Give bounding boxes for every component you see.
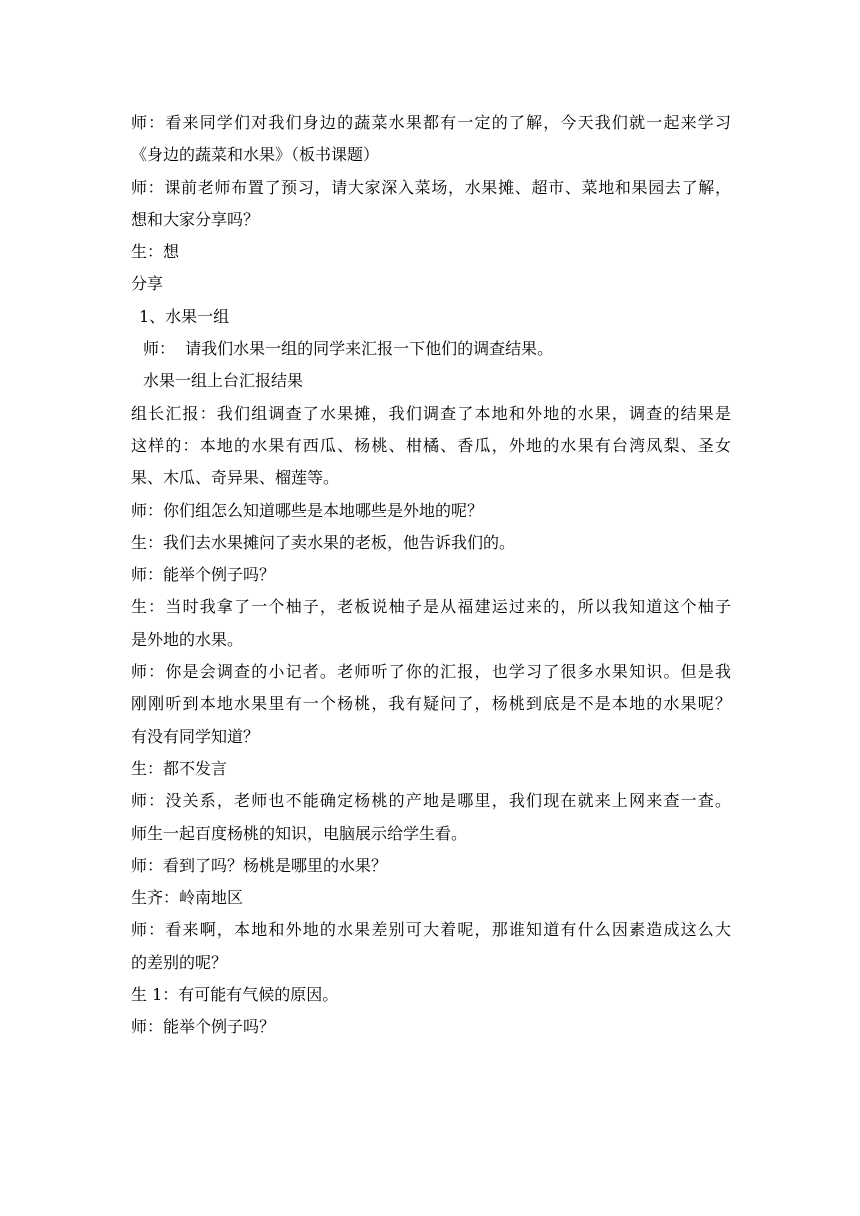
text-line: 生：我们去水果摊问了卖水果的老板，他告诉我们的。 xyxy=(131,532,516,552)
text-line: 有没有同学知道？ xyxy=(131,726,260,746)
text-line: 师：没关系，老师也不能确定杨桃的产地是哪里，我们现在就来上网来查一查。 xyxy=(131,791,731,811)
text-line: 想和大家分享吗？ xyxy=(131,209,260,229)
text-line: 师：能举个例子吗？ xyxy=(131,1017,276,1037)
section-heading: 分享 xyxy=(131,274,164,294)
text-line: 的差别的呢？ xyxy=(131,952,228,972)
text-line: 刚刚听到本地水果里有一个杨桃，我有疑问了，杨桃到底是不是本地的水果呢？ xyxy=(131,694,731,714)
text-line: 师：你们组怎么知道哪些是本地哪些是外地的呢？ xyxy=(131,500,484,520)
text-line: 这样的：本地的水果有西瓜、杨桃、柑橘、香瓜，外地的水果有台湾凤梨、圣女 xyxy=(131,435,731,455)
subsection-heading: 1、水果一组 xyxy=(139,306,230,326)
text-line: 师： 请我们水果一组的同学来汇报一下他们的调查结果。 xyxy=(143,339,554,359)
text-line: 生：都不发言 xyxy=(131,758,228,778)
text-line: 师：看来同学们对我们身边的蔬菜水果都有一定的了解，今天我们就一起来学习 xyxy=(131,113,731,132)
text-line: 果、木瓜、奇异果、榴莲等。 xyxy=(131,468,340,488)
document-body xyxy=(131,107,731,1044)
text-line: 师：你是会调查的小记者。老师听了你的汇报，也学习了很多水果知识。但是我 xyxy=(131,662,731,682)
text-line: 师：能举个例子吗？ xyxy=(131,565,276,585)
text-line: 师：看来啊，本地和外地的水果差别可大着呢，那谁知道有什么因素造成这么大 xyxy=(131,920,731,940)
text-line: 《身边的蔬菜和水果》（板书课题） xyxy=(131,145,380,165)
text-line: 是外地的水果。 xyxy=(131,629,244,649)
text-line: 生：想 xyxy=(131,242,180,262)
text-line: 师：课前老师布置了预习，请大家深入菜场，水果摊、超市、菜地和果园去了解， xyxy=(131,177,731,197)
text-line: 组长汇报：我们组调查了水果摊，我们调查了本地和外地的水果，调查的结果是 xyxy=(131,403,731,423)
text-line: 师生一起百度杨桃的知识，电脑展示给学生看。 xyxy=(131,823,468,843)
text-line: 生齐：岭南地区 xyxy=(131,888,244,908)
text-line: 水果一组上台汇报结果 xyxy=(143,371,304,391)
text-line: 生 1：有可能有气候的原因。 xyxy=(131,985,339,1005)
text-line: 生：当时我拿了一个柚子，老板说柚子是从福建运过来的，所以我知道这个柚子 xyxy=(131,597,731,617)
text-line: 师：看到了吗？杨桃是哪里的水果？ xyxy=(131,855,388,875)
